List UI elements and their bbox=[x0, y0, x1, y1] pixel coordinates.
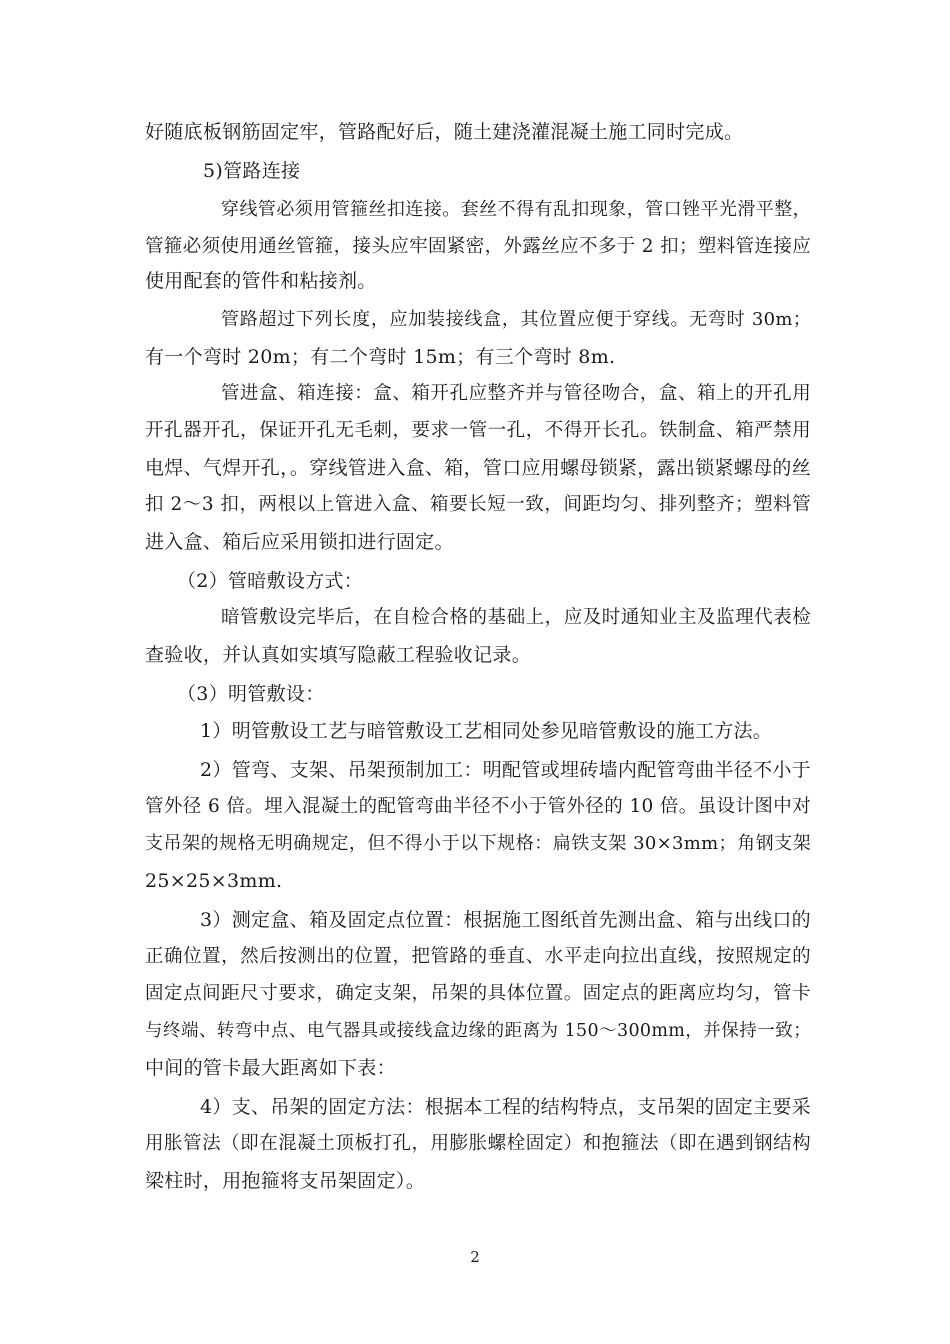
text-line: 查验收，并认真如实填写隐蔽工程验收记录。 bbox=[145, 644, 532, 666]
text-line: （3）明管敷设： bbox=[177, 683, 325, 705]
text-line: 4）支、吊架的固定方法：根据本工程的结构特点，支吊架的固定主要采 bbox=[200, 1096, 811, 1118]
text-line: 正确位置，然后按测出的位置，把管路的垂直、水平走向拉出直线，按照规定的 bbox=[145, 946, 811, 967]
text-line: 与终端、转弯中点、电气器具或接线盒边缘的距离为 150～300mm，并保持一致； bbox=[145, 1021, 811, 1041]
text-line: 3）测定盒、箱及固定点位置：根据施工图纸首先测出盒、箱与出线口的 bbox=[200, 909, 811, 931]
text-line: 管路超过下列长度，应加装接线盒，其位置应便于穿线。无弯时 30m； bbox=[221, 309, 811, 330]
text-line: 扣 2～3 扣，两根以上管进入盒、箱要长短一致，间距均匀、排列整齐；塑料管 bbox=[145, 494, 811, 515]
text-line: 1）明管敷设工艺与暗管敷设工艺相同处参见暗管敷设的施工方法。 bbox=[200, 720, 773, 742]
text-line: 用胀管法（即在混凝土顶板打孔，用膨胀螺栓固定）和抱箍法（即在遇到钢结构 bbox=[145, 1133, 811, 1154]
text-line: 管箍必须使用通丝管箍，接头应牢固紧密，外露丝应不多于 2 扣；塑料管连接应 bbox=[145, 236, 811, 257]
text-line: 有一个弯时 20m；有二个弯时 15m；有三个弯时 8m. bbox=[145, 346, 616, 368]
text-line: 进入盒、箱后应采用锁扣进行固定。 bbox=[145, 531, 454, 553]
text-line: 管外径 6 倍。埋入混凝土的配管弯曲半径不小于管外径的 10 倍。虽设计图中对 bbox=[145, 796, 811, 817]
text-line: 暗管敷设完毕后，在自检合格的基础上，应及时通知业主及监理代表检 bbox=[221, 607, 811, 628]
text-line: 电焊、气焊开孔，。穿线管进入盒、箱，管口应用螺母锁紧，露出锁紧螺母的丝 bbox=[145, 457, 812, 479]
text-line: 5)管路连接 bbox=[203, 160, 301, 182]
text-line: 开孔器开孔，保证开孔无毛刺，要求一管一孔，不得开长孔。铁制盒、箱严禁用 bbox=[145, 420, 811, 441]
text-line: （2）管暗敷设方式： bbox=[177, 570, 364, 592]
text-line: 25×25×3mm. bbox=[145, 870, 283, 892]
text-line: 支吊架的规格无明确规定，但不得小于以下规格：扁铁支架 30×3mm；角钢支架 bbox=[145, 833, 811, 854]
page-number: 2 bbox=[470, 1248, 480, 1266]
text-line: 使用配套的管件和粘接剂。 bbox=[145, 270, 377, 292]
text-line: 管进盒、箱连接：盒、箱开孔应整齐并与管径吻合，盒、箱上的开孔用 bbox=[221, 383, 811, 404]
text-line: 2）管弯、支架、吊架预制加工：明配管或埋砖墙内配管弯曲半径不小于 bbox=[200, 759, 811, 781]
text-line: 穿线管必须用管箍丝扣连接。套丝不得有乱扣现象，管口锉平光滑平整， bbox=[221, 199, 811, 220]
text-line: 好随底板钢筋固定牢，管路配好后，随土建浇灌混凝土施工同时完成。 bbox=[145, 121, 744, 143]
text-line: 固定点间距尺寸要求，确定支架，吊架的具体位置。固定点的距离应均匀，管卡 bbox=[145, 983, 811, 1004]
text-line: 中间的管卡最大距离如下表： bbox=[145, 1057, 396, 1079]
text-line: 梁柱时，用抱箍将支吊架固定）。 bbox=[145, 1170, 426, 1192]
